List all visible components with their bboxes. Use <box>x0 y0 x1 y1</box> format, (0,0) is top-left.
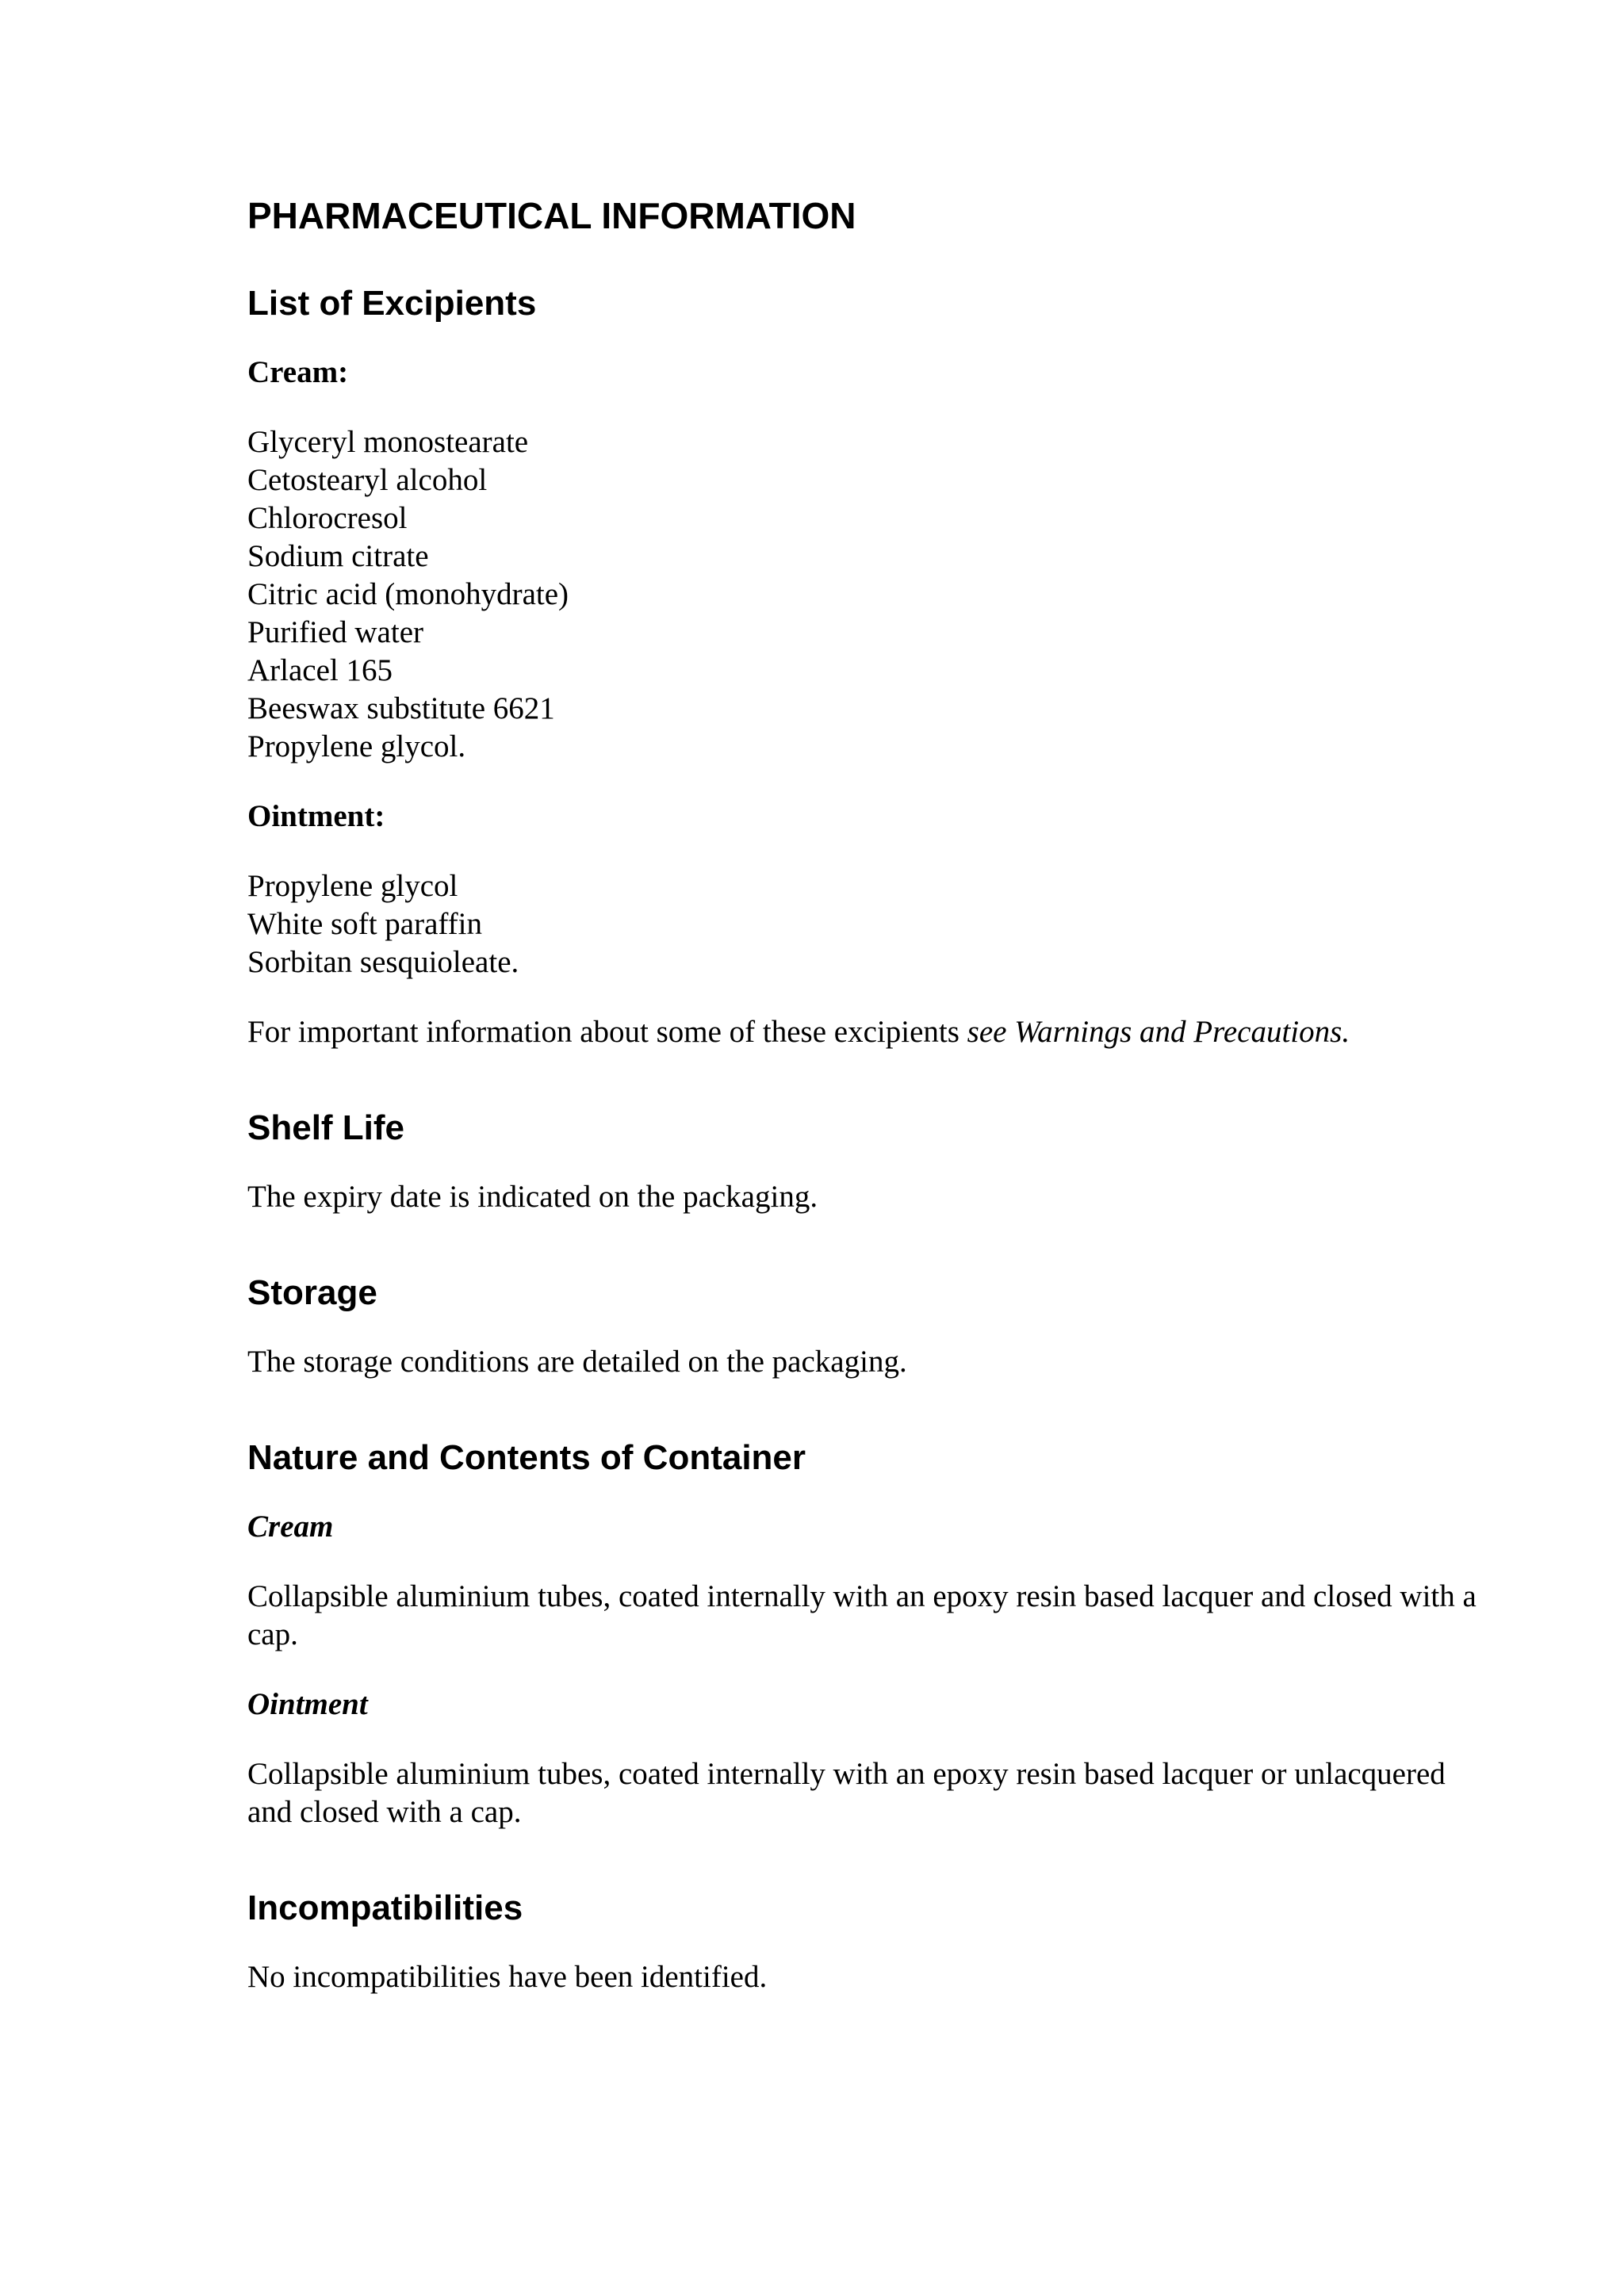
incompatibilities-section <box>247 1887 1484 1996</box>
storage-section <box>247 1272 1484 1381</box>
document-page <box>247 193 1484 2028</box>
excipients-heading: List of Excipients <box>247 284 537 323</box>
list-item: Arlacel 165 <box>247 653 393 687</box>
excipients-section <box>247 282 1484 1051</box>
list-item: Glyceryl monostearate <box>247 425 529 459</box>
list-item: Cetostearyl alcohol <box>247 463 488 497</box>
excipients-note <box>247 1013 1484 1051</box>
list-item: Propylene glycol. <box>247 729 466 763</box>
list-item: White soft paraffin <box>247 907 483 941</box>
page-title: PHARMACEUTICAL INFORMATION <box>247 195 856 236</box>
list-item: Purified water <box>247 615 424 649</box>
container-ointment-text: Collapsible aluminium tubes, coated internally with an epoxy resin based lacquer or unlacquered and closed with a cap. <box>247 1757 1446 1829</box>
container-ointment-label: Ointment <box>247 1687 368 1721</box>
cream-label: Cream: <box>247 355 349 389</box>
list-item: Sorbitan sesquioleate. <box>247 945 519 979</box>
ointment-excipient-list <box>247 867 1484 982</box>
shelf-life-heading: Shelf Life <box>247 1108 405 1147</box>
list-item: Citric acid (monohydrate) <box>247 577 569 611</box>
list-item: Beeswax substitute 6621 <box>247 691 555 725</box>
storage-text: The storage conditions are detailed on the packaging. <box>247 1345 907 1379</box>
shelf-life-text: The expiry date is indicated on the packaging. <box>247 1180 818 1214</box>
container-section <box>247 1437 1484 1831</box>
shelf-life-section <box>247 1107 1484 1216</box>
container-heading: Nature and Contents of Container <box>247 1438 806 1477</box>
list-item: Propylene glycol <box>247 869 458 903</box>
excipients-note-text: For important information about some of these excipients <box>247 1015 967 1049</box>
list-item: Sodium citrate <box>247 539 429 573</box>
list-item: Chlorocresol <box>247 501 408 535</box>
ointment-label: Ointment: <box>247 799 385 833</box>
incompatibilities-text: No incompatibilities have been identified. <box>247 1960 768 1994</box>
incompatibilities-heading: Incompatibilities <box>247 1888 523 1927</box>
warnings-reference: see Warnings and Precautions. <box>967 1015 1350 1049</box>
container-cream-text: Collapsible aluminium tubes, coated internally with an epoxy resin based lacquer and closed with a cap. <box>247 1579 1477 1651</box>
container-cream-label: Cream <box>247 1510 334 1544</box>
storage-heading: Storage <box>247 1273 377 1312</box>
cream-excipient-list <box>247 423 1484 766</box>
